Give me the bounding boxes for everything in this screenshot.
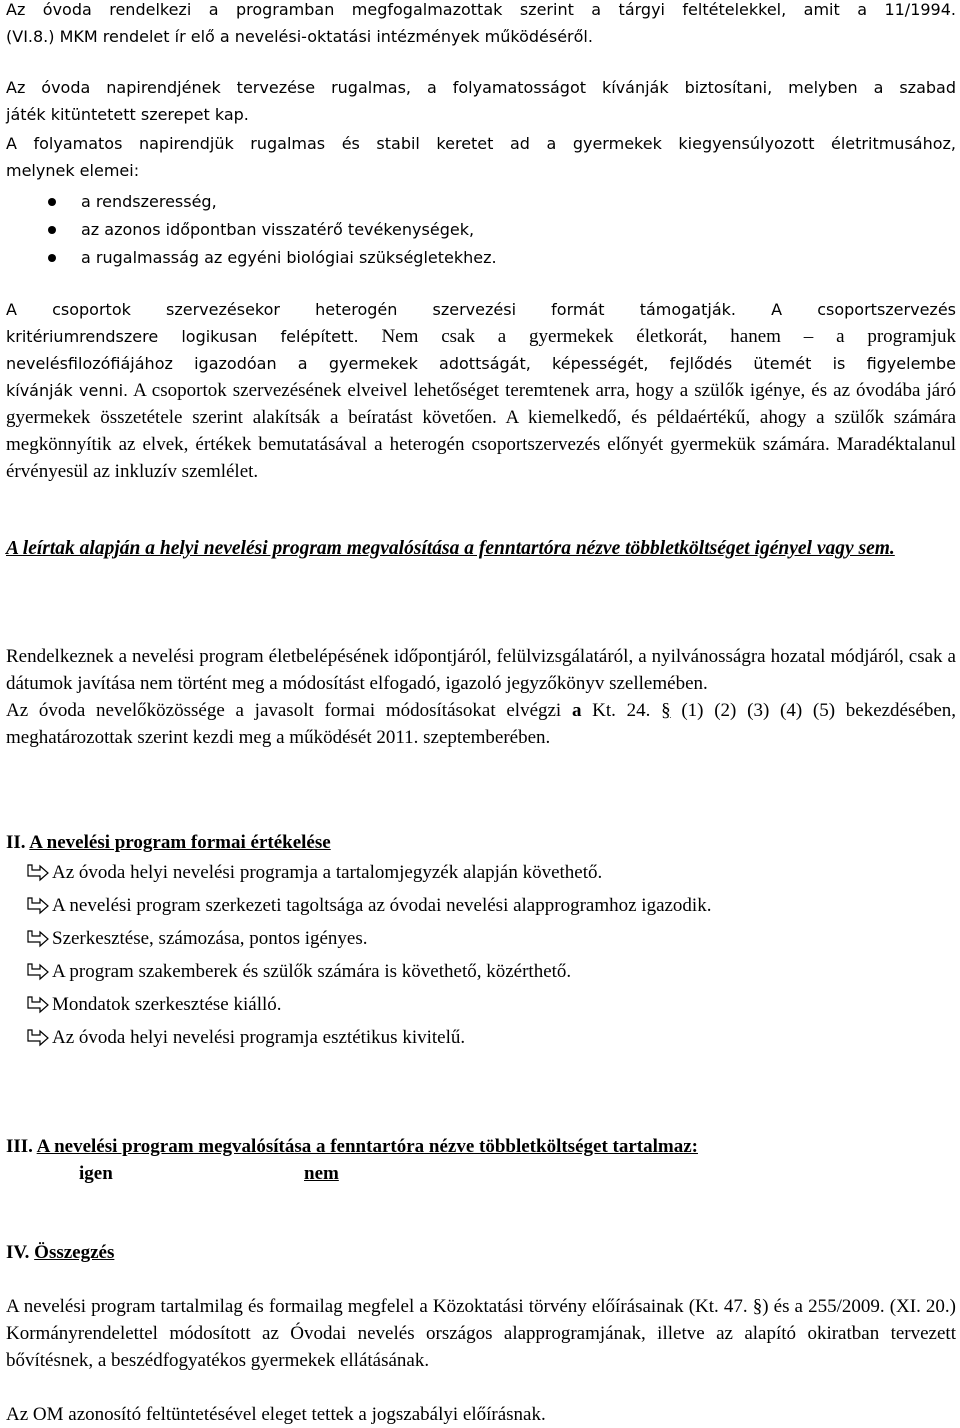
- outline-arrow-icon: [27, 963, 49, 981]
- section-3-heading: III. A nevelési program megvalósítása a fenntartóra nézve többletköltséget tartalmaz:: [6, 1136, 698, 1157]
- intro-p3-line2: melynek elemei:: [6, 161, 140, 180]
- intro-p4-rest: kívánják venni. A csoportok szervezésének elveivel lehetőséget teremtenek arra, hogy a szülők igénye, és az óvodába járó gyermekek összetétele szerint alakítsák a beíratást követően. A kiemelkedő, és példaértékű, ahogy a szülők számára megkönnyítik az elvek, értékek bemutatásával a heterogén csoportszervezés előnyét gyermekük számára. Maradéktalanul érvényesül az inkluzív szemlélet.: [6, 380, 956, 482]
- list-item: A program szakemberek és szülők számára is követhető, közérthető.: [6, 955, 956, 988]
- outline-arrow-icon: [27, 996, 49, 1014]
- intro-p1-line2: (VI.8.) MKM rendelet ír elő a nevelési-oktatási intézmények működéséről.: [6, 27, 593, 46]
- conclusion-heading: A leírtak alapján a helyi nevelési program megvalósítása a fenntartóra nézve többletköltséget igényel vagy sem.: [6, 538, 895, 559]
- section-4-heading: IV. Összegzés: [6, 1242, 115, 1263]
- list-item: Az óvoda helyi nevelési programja a tartalomjegyzék alapján követhető.: [6, 856, 956, 889]
- section-2-heading: II. A nevelési program formai értékelése: [6, 832, 331, 853]
- intro-p2-line1: Az óvoda napirendjének tervezése rugalmas, a folyamatosságot kívánják biztosítani, melyben a szabad: [6, 78, 956, 97]
- outline-arrow-icon: [27, 864, 49, 882]
- regulation-paragraph-2: Az óvoda nevelőközössége a javasolt formai módosításokat elvégzi a Kt. 24. § (1) (2) (3) (4) (5) bekezdésében, meghatározottak szerint kezdi meg a működését 2011. szeptemberében.: [6, 700, 957, 748]
- elements-bullet-list: [6, 188, 956, 272]
- intro-paragraph-1: [6, 0, 956, 50]
- intro-p4-line1: A csoportok szervezésekor heterogén szervezési formát támogatják. A csoportszervezés: [6, 300, 956, 319]
- intro-p1-line1: Az óvoda rendelkezi a programban megfogalmazottak szerint a tárgyi feltételekkel, amit a 11/1994.: [6, 0, 956, 19]
- option-no: nem: [304, 1163, 339, 1184]
- intro-p2-line2: játék kitüntetett szerepet kap.: [6, 105, 249, 124]
- summary-paragraph-2: Az OM azonosító feltüntetésével eleget tettek a jogszabályi előírásnak.: [6, 1404, 546, 1425]
- summary-paragraph-1: A nevelési program tartalmilag és formailag megfelel a Közoktatási törvény előírásainak (Kt. 47. §) és a 255/2009. (XI. 20.) Kormányrendelettel módosított az Óvodai nevelés országos alapprogramjának, illetve az alapító okiratban tervezett bővítésnek, a beszédfogyatékos gyermekek ellátásának.: [6, 1296, 956, 1371]
- list-item: az azonos időpontban visszatérő tevékenységek,: [6, 216, 956, 244]
- list-item: a rendszeresség,: [6, 188, 956, 216]
- bullet-dot-icon: [48, 254, 56, 262]
- outline-arrow-icon: [27, 1029, 49, 1047]
- list-item: Az óvoda helyi nevelési programja esztétikus kivitelű.: [6, 1021, 956, 1054]
- intro-p4-line3: nevelésfilozófiájához igazodóan a gyermekek adottságát, képességét, fejlődés ütemét is figyelembe: [6, 354, 956, 373]
- intro-p3-line1: A folyamatos napirendjük rugalmas és stabil keretet ad a gyermekek kiegyensúlyozott életritmusához,: [6, 134, 956, 153]
- bullet-dot-icon: [48, 198, 56, 206]
- intro-paragraph-3: [6, 130, 956, 184]
- list-item: Mondatok szerkesztése kiálló.: [6, 988, 956, 1021]
- formal-evaluation-list: [6, 856, 956, 1054]
- list-item: Szerkesztése, számozása, pontos igényes.: [6, 922, 956, 955]
- intro-paragraph-4: [6, 296, 956, 485]
- summary-block: [6, 1293, 956, 1428]
- outline-arrow-icon: [27, 897, 49, 915]
- option-yes: igen: [79, 1163, 113, 1184]
- bullet-dot-icon: [48, 226, 56, 234]
- intro-p4-line2: kritériumrendszere logikusan felépített. Nem csak a gyermekek életkorát, hanem – a programjuk: [6, 326, 956, 347]
- regulation-block: [6, 643, 956, 751]
- outline-arrow-icon: [27, 930, 49, 948]
- regulation-paragraph-1: Rendelkeznek a nevelési program életbelépésének időpontjáról, felülvizsgálatáról, a nyilvánosságra hozatal módjáról, csak a dátumok javítása nem történt meg a módosítást elfogadó, igazoló jegyzőkönyv szellemében.: [6, 646, 956, 694]
- intro-paragraph-2: [6, 74, 956, 128]
- list-item: A nevelési program szerkezeti tagoltsága az óvodai nevelési alapprogramhoz igazodik.: [6, 889, 956, 922]
- list-item: a rugalmasság az egyéni biológiai szükségletekhez.: [6, 244, 956, 272]
